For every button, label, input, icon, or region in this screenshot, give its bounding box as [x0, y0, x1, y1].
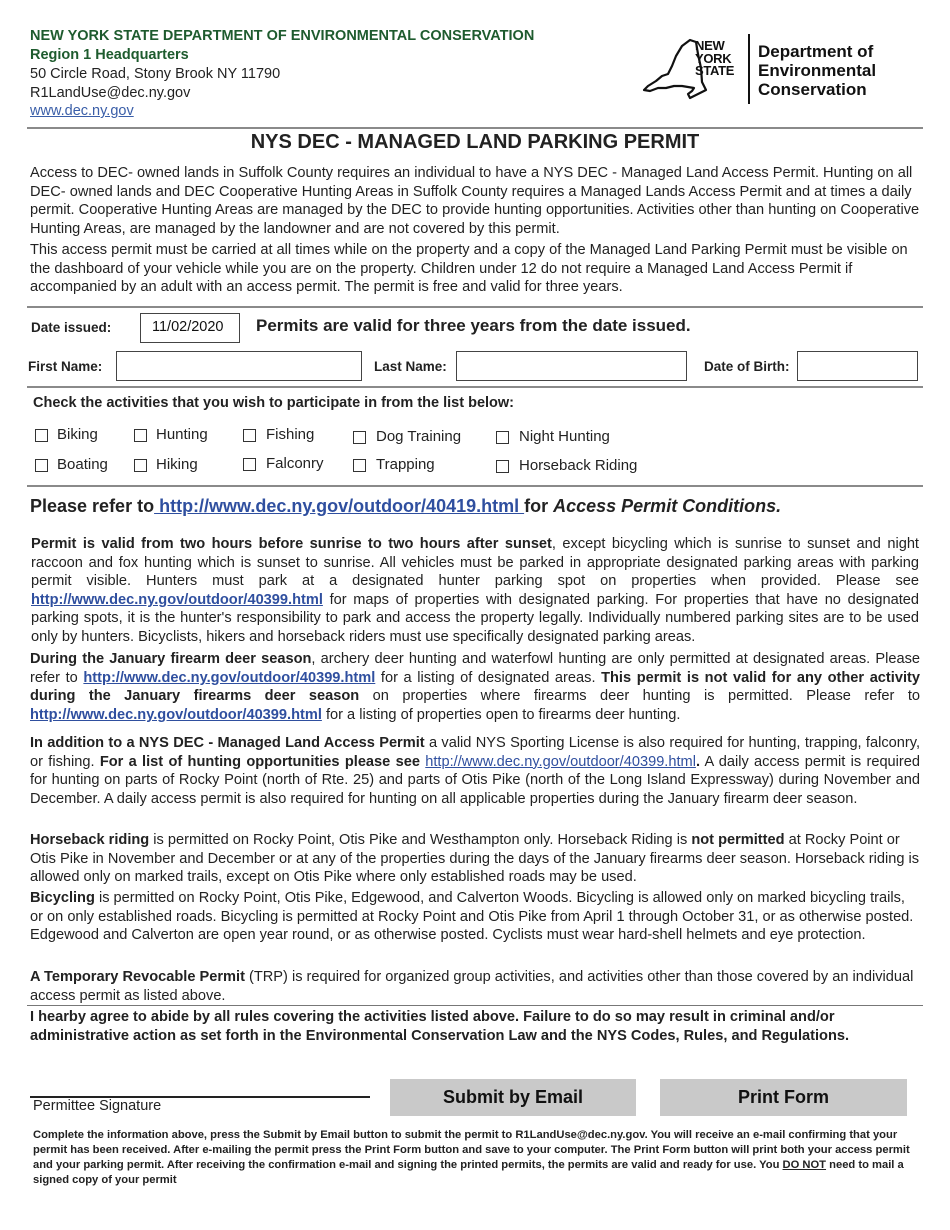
parking-maps-link[interactable]: http://www.dec.ny.gov/outdoor/40399.html: [31, 591, 323, 608]
submit-by-email-button[interactable]: Submit by Email: [390, 1079, 636, 1116]
address: 50 Circle Road, Stony Brook NY 11790: [30, 66, 281, 82]
january-season-paragraph: During the January firearm deer season, archery deer hunting and waterfowl hunting are only permitted at designated areas. Please refer to http://www.dec.ny.gov/outdoor/40399.html for a listing of designated areas. This permit is not valid for any other activity during the January firearms deer season on properties where firearms deer hunting is permitted. Please refer to http://www.dec.ny.gov/outdoor/40399.html for a listing of properties open to firearms deer hunting.: [30, 651, 920, 723]
dob-field[interactable]: [797, 351, 918, 381]
divider: [27, 386, 923, 388]
intro-paragraph-2: This access permit must be carried at all times while on the property and a copy of the Managed Land Parking Permit must be visible on the dashboard of your vehicle while you are on the property. Children under 12 do not require a Managed Land Access Permit if accompanied by an adult with an access permit. The permit is free and valid for three years.: [30, 242, 908, 296]
divider: [27, 127, 923, 129]
activity-label: Hiking: [156, 456, 198, 473]
logo-divider: [748, 34, 750, 104]
trp-paragraph: A Temporary Revocable Permit (TRP) is required for organized group activities, and activities other than those covered by an individual access permit as listed above.: [30, 969, 914, 1004]
region-name: Region 1 Headquarters: [30, 47, 189, 63]
instructions-footer: Complete the information above, press the Submit by Email button to submit the permit to R1LandUse@dec.ny.gov. You will receive an e-mail confirming that your permit has been received. After e-mailing the permit press the Print Form button and save to your computer. The Print Form button will print both your access permit and your parking permit. After receiving the confirmation e-mail and signing the printed permits, the permits are valid and ready for use. You DO NOT need to mail a signed copy of your permit: [33, 1129, 910, 1186]
permit-hours-paragraph: Permit is valid from two hours before sunrise to two hours after sunset, except bicycling which is sunrise to sunset and night raccoon and fox hunting which is sunset to sunrise. All vehicles must be parked in appropriate designated parking areas with parking permit visible. Hunters must park at a designated hunter parking spot on properties when provided. Please see http://www.dec.ny.gov/outdoor/40399.html for maps of properties with designated parking. For properties that have no designated parking spots, it is the hunter's responsibility to park and access the property legally. Individually numbered parking sites are to be used only by hunters. Bicyclists, hikers and horseback riders must use specifically designated parking areas.: [31, 536, 919, 645]
activity-label: Falconry: [266, 455, 324, 472]
firearms-properties-link[interactable]: http://www.dec.ny.gov/outdoor/40399.html: [30, 706, 322, 723]
checkbox-night-hunting[interactable]: [496, 431, 509, 444]
divider: [27, 306, 923, 308]
bicycling-paragraph: Bicycling is permitted on Rocky Point, Otis Pike, Edgewood, and Calverton Woods. Bicycling is allowed only on marked bicycling trails, or on only established roads. Bicycling is permitted at Rocky Point and Otis Pike from April 1 through October 31, or as otherwise posted. Edgewood and Calverton are open year round, or as otherwise posted. Cyclists must wear hard-shell helmets and eye protection.: [30, 890, 914, 944]
website-link[interactable]: www.dec.ny.gov: [30, 103, 134, 119]
checkbox-horseback-riding[interactable]: [496, 460, 509, 473]
activity-label: Horseback Riding: [519, 457, 638, 474]
hunting-opportunities-link[interactable]: http://www.dec.ny.gov/outdoor/40399.html: [425, 753, 696, 770]
first-name-field[interactable]: [116, 351, 362, 381]
activity-label: Boating: [57, 456, 108, 473]
divider: [27, 485, 923, 487]
date-issued-label: Date issued:: [31, 320, 112, 335]
activity-label: Dog Training: [376, 428, 462, 445]
checkbox-hiking[interactable]: [134, 459, 147, 472]
horseback-paragraph: Horseback riding is permitted on Rocky Point, Otis Pike and Westhampton only. Horseback Riding is not permitted at Rocky Point or Otis Pike in November and December or at any of the properties during the days of the January firearms deer season. Horseback riding is allowed only on marked trails, except on Otis Pike where only established roads may be used.: [30, 832, 920, 886]
checkbox-falconry[interactable]: [243, 458, 256, 471]
logo-dept-text: Department of Environmental Conservation: [758, 42, 877, 99]
activity-label: Biking: [57, 426, 98, 443]
intro-paragraph-1: Access to DEC- owned lands in Suffolk County requires an individual to have a NYS DEC - Managed Land Access Permit. Hunting on all DEC- owned lands and DEC Cooperative Hunting Areas in Suffolk County requires a Managed Lands Access Permit and at times a daily permit. Cooperative Hunting Areas are managed by the DEC to provide hunting opportunities. Activities other than hunting on Cooperative Hunting Areas, are managed by the landowner and are not covered by this permit.: [30, 165, 920, 237]
access-conditions-reference: Please refer to http://www.dec.ny.gov/outdoor/40419.html for Access Permit Conditions.: [30, 496, 782, 516]
checkbox-dog-training[interactable]: [353, 431, 366, 444]
date-issued-value: 11/02/2020: [152, 319, 224, 335]
last-name-field[interactable]: [456, 351, 687, 381]
checkbox-hunting[interactable]: [134, 429, 147, 442]
designated-areas-link[interactable]: http://www.dec.ny.gov/outdoor/40399.html: [83, 669, 376, 686]
access-conditions-link[interactable]: http://www.dec.ny.gov/outdoor/40419.html: [154, 496, 525, 516]
divider: [27, 1005, 923, 1006]
last-name-label: Last Name:: [374, 359, 447, 374]
dec-logo: [638, 32, 883, 106]
dob-label: Date of Birth:: [704, 359, 790, 374]
signature-label: Permittee Signature: [33, 1098, 162, 1114]
logo-ny-text: NEW YORK STATE: [695, 38, 735, 78]
checkbox-fishing[interactable]: [243, 429, 256, 442]
date-issued-field[interactable]: [140, 313, 240, 343]
checkbox-boating[interactable]: [35, 459, 48, 472]
agency-name: NEW YORK STATE DEPARTMENT OF ENVIRONMENTAL CONSERVATION: [30, 28, 535, 44]
email-address: R1LandUse@dec.ny.gov: [30, 85, 191, 101]
activity-label: Fishing: [266, 426, 315, 443]
first-name-label: First Name:: [28, 359, 103, 374]
sporting-license-paragraph: In addition to a NYS DEC - Managed Land Access Permit a valid NYS Sporting License is also required for hunting, trapping, falconry, or fishing. For a list of hunting opportunities please see http://www.dec.ny.gov/outdoor/40399.html. A daily access permit is required for hunting on parts of Rocky Point (north of Rte. 25) and parts of Otis Pike (north of the Long Island Expressway) during November and December. A daily access permit is also required for hunting on all applicable properties during the January firearm deer season.: [30, 735, 921, 807]
validity-note: Permits are valid for three years from the date issued.: [256, 316, 691, 335]
activities-prompt: Check the activities that you wish to participate in from the list below:: [33, 395, 514, 411]
agreement-statement: I hearby agree to abide by all rules covering the activities listed above. Failure to do so may result in criminal and/or administrative action as set forth in the Environmental Conservation Law and the NYS Codes, Rules, and Regulations.: [30, 1009, 850, 1044]
page-title: NYS DEC - MANAGED LAND PARKING PERMIT: [250, 131, 700, 153]
activity-label: Hunting: [156, 426, 208, 443]
activity-label: Trapping: [376, 456, 435, 473]
checkbox-trapping[interactable]: [353, 459, 366, 472]
print-form-button[interactable]: Print Form: [660, 1079, 907, 1116]
checkbox-biking[interactable]: [35, 429, 48, 442]
activity-label: Night Hunting: [519, 428, 610, 445]
